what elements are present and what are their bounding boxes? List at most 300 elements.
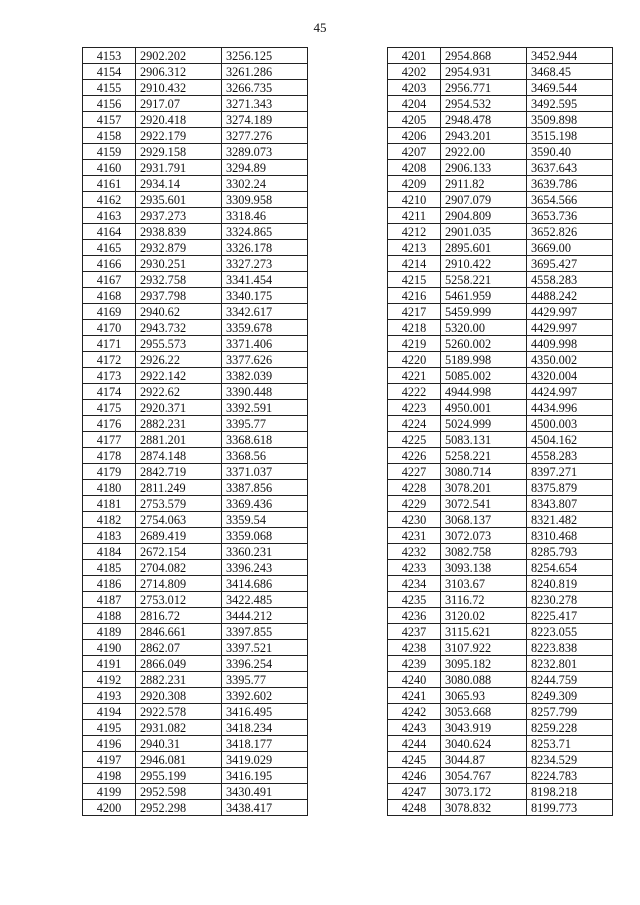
y-coordinate-cell: 3368.618 <box>222 432 308 448</box>
y-coordinate-cell: 8234.529 <box>527 752 613 768</box>
point-number-cell: 4198 <box>83 768 136 784</box>
table-row <box>388 544 613 560</box>
table-row <box>83 240 308 256</box>
x-coordinate-cell: 2911.82 <box>441 176 527 192</box>
point-number-cell: 4197 <box>83 752 136 768</box>
y-coordinate-cell: 3639.786 <box>527 176 613 192</box>
point-number-cell: 4224 <box>388 416 441 432</box>
point-number-cell: 4235 <box>388 592 441 608</box>
point-number-cell: 4210 <box>388 192 441 208</box>
x-coordinate-cell: 2920.308 <box>136 688 222 704</box>
point-number-cell: 4205 <box>388 112 441 128</box>
table-row <box>388 192 613 208</box>
y-coordinate-cell: 3414.686 <box>222 576 308 592</box>
x-coordinate-cell: 2954.931 <box>441 64 527 80</box>
x-coordinate-cell: 2943.732 <box>136 320 222 336</box>
point-number-cell: 4155 <box>83 80 136 96</box>
y-coordinate-cell: 3392.591 <box>222 400 308 416</box>
y-coordinate-cell: 3590.40 <box>527 144 613 160</box>
x-coordinate-cell: 2704.082 <box>136 560 222 576</box>
point-number-cell: 4239 <box>388 656 441 672</box>
y-coordinate-cell: 4320.004 <box>527 368 613 384</box>
x-coordinate-cell: 5260.002 <box>441 336 527 352</box>
x-coordinate-cell: 5024.999 <box>441 416 527 432</box>
y-coordinate-cell: 3324.865 <box>222 224 308 240</box>
x-coordinate-cell: 3040.624 <box>441 736 527 752</box>
x-coordinate-cell: 2937.273 <box>136 208 222 224</box>
y-coordinate-cell: 8253.71 <box>527 736 613 752</box>
point-number-cell: 4199 <box>83 784 136 800</box>
table-row <box>388 384 613 400</box>
table-row <box>388 320 613 336</box>
y-coordinate-cell: 3416.195 <box>222 768 308 784</box>
point-number-cell: 4191 <box>83 656 136 672</box>
x-coordinate-cell: 5320.00 <box>441 320 527 336</box>
y-coordinate-cell: 8259.228 <box>527 720 613 736</box>
y-coordinate-cell: 3469.544 <box>527 80 613 96</box>
coordinates-table-right <box>387 47 613 816</box>
table-row <box>83 528 308 544</box>
y-coordinate-cell: 3369.436 <box>222 496 308 512</box>
point-number-cell: 4159 <box>83 144 136 160</box>
x-coordinate-cell: 3107.922 <box>441 640 527 656</box>
y-coordinate-cell: 3294.89 <box>222 160 308 176</box>
point-number-cell: 4232 <box>388 544 441 560</box>
point-number-cell: 4236 <box>388 608 441 624</box>
y-coordinate-cell: 3359.678 <box>222 320 308 336</box>
point-number-cell: 4244 <box>388 736 441 752</box>
point-number-cell: 4217 <box>388 304 441 320</box>
table-row <box>83 160 308 176</box>
y-coordinate-cell: 3397.855 <box>222 624 308 640</box>
y-coordinate-cell: 8397.271 <box>527 464 613 480</box>
table-row <box>83 64 308 80</box>
y-coordinate-cell: 3397.521 <box>222 640 308 656</box>
y-coordinate-cell: 3396.243 <box>222 560 308 576</box>
x-coordinate-cell: 2952.598 <box>136 784 222 800</box>
table-row <box>83 672 308 688</box>
point-number-cell: 4203 <box>388 80 441 96</box>
page-number: 45 <box>313 20 327 35</box>
y-coordinate-cell: 3371.037 <box>222 464 308 480</box>
y-coordinate-cell: 8249.309 <box>527 688 613 704</box>
x-coordinate-cell: 2922.142 <box>136 368 222 384</box>
table-row <box>388 800 613 816</box>
x-coordinate-cell: 3080.088 <box>441 672 527 688</box>
y-coordinate-cell: 3340.175 <box>222 288 308 304</box>
x-coordinate-cell: 2811.249 <box>136 480 222 496</box>
y-coordinate-cell: 3387.856 <box>222 480 308 496</box>
point-number-cell: 4238 <box>388 640 441 656</box>
x-coordinate-cell: 2926.22 <box>136 352 222 368</box>
x-coordinate-cell: 2895.601 <box>441 240 527 256</box>
point-number-cell: 4156 <box>83 96 136 112</box>
point-number-cell: 4231 <box>388 528 441 544</box>
x-coordinate-cell: 3043.919 <box>441 720 527 736</box>
y-coordinate-cell: 4500.003 <box>527 416 613 432</box>
point-number-cell: 4242 <box>388 704 441 720</box>
x-coordinate-cell: 4950.001 <box>441 400 527 416</box>
y-coordinate-cell: 8199.773 <box>527 800 613 816</box>
y-coordinate-cell: 3416.495 <box>222 704 308 720</box>
y-coordinate-cell: 3289.073 <box>222 144 308 160</box>
table-row <box>388 96 613 112</box>
table-row <box>388 592 613 608</box>
point-number-cell: 4212 <box>388 224 441 240</box>
y-coordinate-cell: 3266.735 <box>222 80 308 96</box>
point-number-cell: 4209 <box>388 176 441 192</box>
point-number-cell: 4194 <box>83 704 136 720</box>
point-number-cell: 4173 <box>83 368 136 384</box>
point-number-cell: 4154 <box>83 64 136 80</box>
table-row <box>388 640 613 656</box>
point-number-cell: 4233 <box>388 560 441 576</box>
table-row <box>388 176 613 192</box>
table-row <box>83 288 308 304</box>
x-coordinate-cell: 2753.579 <box>136 496 222 512</box>
y-coordinate-cell: 3509.898 <box>527 112 613 128</box>
table-row <box>388 464 613 480</box>
x-coordinate-cell: 3065.93 <box>441 688 527 704</box>
x-coordinate-cell: 2922.578 <box>136 704 222 720</box>
point-number-cell: 4227 <box>388 464 441 480</box>
x-coordinate-cell: 2952.298 <box>136 800 222 816</box>
y-coordinate-cell: 3669.00 <box>527 240 613 256</box>
x-coordinate-cell: 2920.418 <box>136 112 222 128</box>
point-number-cell: 4170 <box>83 320 136 336</box>
point-number-cell: 4169 <box>83 304 136 320</box>
x-coordinate-cell: 2920.371 <box>136 400 222 416</box>
point-number-cell: 4157 <box>83 112 136 128</box>
y-coordinate-cell: 4429.997 <box>527 304 613 320</box>
y-coordinate-cell: 3256.125 <box>222 48 308 64</box>
point-number-cell: 4177 <box>83 432 136 448</box>
point-number-cell: 4181 <box>83 496 136 512</box>
table-row <box>83 272 308 288</box>
table-row <box>388 64 613 80</box>
point-number-cell: 4196 <box>83 736 136 752</box>
y-coordinate-cell: 3261.286 <box>222 64 308 80</box>
point-number-cell: 4243 <box>388 720 441 736</box>
y-coordinate-cell: 8198.218 <box>527 784 613 800</box>
point-number-cell: 4153 <box>83 48 136 64</box>
y-coordinate-cell: 4488.242 <box>527 288 613 304</box>
table-row <box>388 768 613 784</box>
y-coordinate-cell: 3422.485 <box>222 592 308 608</box>
y-coordinate-cell: 3654.566 <box>527 192 613 208</box>
x-coordinate-cell: 2922.179 <box>136 128 222 144</box>
y-coordinate-cell: 3371.406 <box>222 336 308 352</box>
table-row <box>388 752 613 768</box>
point-number-cell: 4192 <box>83 672 136 688</box>
x-coordinate-cell: 5083.131 <box>441 432 527 448</box>
x-coordinate-cell: 2930.251 <box>136 256 222 272</box>
table-row <box>388 608 613 624</box>
y-coordinate-cell: 3515.198 <box>527 128 613 144</box>
x-coordinate-cell: 3116.72 <box>441 592 527 608</box>
table-row <box>83 704 308 720</box>
table-row <box>83 800 308 816</box>
table-row <box>388 496 613 512</box>
x-coordinate-cell: 5189.998 <box>441 352 527 368</box>
point-number-cell: 4166 <box>83 256 136 272</box>
x-coordinate-cell: 2816.72 <box>136 608 222 624</box>
table-row <box>83 352 308 368</box>
point-number-cell: 4240 <box>388 672 441 688</box>
table-row <box>388 128 613 144</box>
x-coordinate-cell: 2946.081 <box>136 752 222 768</box>
point-number-cell: 4195 <box>83 720 136 736</box>
y-coordinate-cell: 8321.482 <box>527 512 613 528</box>
y-coordinate-cell: 3468.45 <box>527 64 613 80</box>
x-coordinate-cell: 2754.063 <box>136 512 222 528</box>
y-coordinate-cell: 4350.002 <box>527 352 613 368</box>
point-number-cell: 4216 <box>388 288 441 304</box>
point-number-cell: 4158 <box>83 128 136 144</box>
y-coordinate-cell: 4429.997 <box>527 320 613 336</box>
table-row <box>83 112 308 128</box>
x-coordinate-cell: 2940.62 <box>136 304 222 320</box>
y-coordinate-cell: 8254.654 <box>527 560 613 576</box>
x-coordinate-cell: 3068.137 <box>441 512 527 528</box>
table-row <box>83 48 308 64</box>
coordinates-table-left <box>82 47 308 816</box>
x-coordinate-cell: 3072.073 <box>441 528 527 544</box>
x-coordinate-cell: 2874.148 <box>136 448 222 464</box>
table-row <box>83 496 308 512</box>
point-number-cell: 4179 <box>83 464 136 480</box>
point-number-cell: 4222 <box>388 384 441 400</box>
table-row <box>83 656 308 672</box>
point-number-cell: 4223 <box>388 400 441 416</box>
point-number-cell: 4218 <box>388 320 441 336</box>
x-coordinate-cell: 3103.67 <box>441 576 527 592</box>
table-row <box>83 544 308 560</box>
table-row <box>83 688 308 704</box>
table-row <box>388 256 613 272</box>
x-coordinate-cell: 3072.541 <box>441 496 527 512</box>
y-coordinate-cell: 3652.826 <box>527 224 613 240</box>
x-coordinate-cell: 2902.202 <box>136 48 222 64</box>
y-coordinate-cell: 3309.958 <box>222 192 308 208</box>
table-row <box>83 336 308 352</box>
y-coordinate-cell: 3327.273 <box>222 256 308 272</box>
y-coordinate-cell: 3492.595 <box>527 96 613 112</box>
x-coordinate-cell: 2714.809 <box>136 576 222 592</box>
y-coordinate-cell: 3695.427 <box>527 256 613 272</box>
y-coordinate-cell: 3377.626 <box>222 352 308 368</box>
point-number-cell: 4171 <box>83 336 136 352</box>
y-coordinate-cell: 8244.759 <box>527 672 613 688</box>
x-coordinate-cell: 2954.868 <box>441 48 527 64</box>
x-coordinate-cell: 5258.221 <box>441 448 527 464</box>
table-row <box>388 304 613 320</box>
table-row <box>83 624 308 640</box>
x-coordinate-cell: 2862.07 <box>136 640 222 656</box>
x-coordinate-cell: 2846.661 <box>136 624 222 640</box>
point-number-cell: 4200 <box>83 800 136 816</box>
x-coordinate-cell: 2910.422 <box>441 256 527 272</box>
x-coordinate-cell: 2932.758 <box>136 272 222 288</box>
table-row <box>83 560 308 576</box>
point-number-cell: 4188 <box>83 608 136 624</box>
x-coordinate-cell: 3073.172 <box>441 784 527 800</box>
y-coordinate-cell: 3302.24 <box>222 176 308 192</box>
table-row <box>83 256 308 272</box>
x-coordinate-cell: 2907.079 <box>441 192 527 208</box>
point-number-cell: 4247 <box>388 784 441 800</box>
x-coordinate-cell: 2954.532 <box>441 96 527 112</box>
point-number-cell: 4162 <box>83 192 136 208</box>
table-row <box>388 576 613 592</box>
y-coordinate-cell: 3359.54 <box>222 512 308 528</box>
point-number-cell: 4245 <box>388 752 441 768</box>
y-coordinate-cell: 3360.231 <box>222 544 308 560</box>
table-row <box>83 736 308 752</box>
y-coordinate-cell: 8224.783 <box>527 768 613 784</box>
x-coordinate-cell: 3044.87 <box>441 752 527 768</box>
y-coordinate-cell: 8343.807 <box>527 496 613 512</box>
point-number-cell: 4237 <box>388 624 441 640</box>
table-row <box>388 112 613 128</box>
point-number-cell: 4228 <box>388 480 441 496</box>
y-coordinate-cell: 3396.254 <box>222 656 308 672</box>
y-coordinate-cell: 3359.068 <box>222 528 308 544</box>
point-number-cell: 4211 <box>388 208 441 224</box>
y-coordinate-cell: 8375.879 <box>527 480 613 496</box>
x-coordinate-cell: 2934.14 <box>136 176 222 192</box>
point-number-cell: 4174 <box>83 384 136 400</box>
point-number-cell: 4167 <box>83 272 136 288</box>
table-row <box>388 288 613 304</box>
x-coordinate-cell: 3078.832 <box>441 800 527 816</box>
y-coordinate-cell: 8223.838 <box>527 640 613 656</box>
table-row <box>83 720 308 736</box>
point-number-cell: 4241 <box>388 688 441 704</box>
table-row <box>388 400 613 416</box>
table-row <box>388 784 613 800</box>
table-row <box>83 368 308 384</box>
table-row <box>83 432 308 448</box>
y-coordinate-cell: 3653.736 <box>527 208 613 224</box>
table-row <box>388 528 613 544</box>
x-coordinate-cell: 2955.199 <box>136 768 222 784</box>
y-coordinate-cell: 4504.162 <box>527 432 613 448</box>
y-coordinate-cell: 8232.801 <box>527 656 613 672</box>
table-row <box>388 80 613 96</box>
point-number-cell: 4175 <box>83 400 136 416</box>
y-coordinate-cell: 3418.177 <box>222 736 308 752</box>
x-coordinate-cell: 2922.62 <box>136 384 222 400</box>
y-coordinate-cell: 8225.417 <box>527 608 613 624</box>
point-number-cell: 4204 <box>388 96 441 112</box>
point-number-cell: 4206 <box>388 128 441 144</box>
point-number-cell: 4189 <box>83 624 136 640</box>
y-coordinate-cell: 3395.77 <box>222 416 308 432</box>
table-row <box>388 160 613 176</box>
table-row <box>388 704 613 720</box>
x-coordinate-cell: 2842.719 <box>136 464 222 480</box>
y-coordinate-cell: 3277.276 <box>222 128 308 144</box>
point-number-cell: 4165 <box>83 240 136 256</box>
y-coordinate-cell: 3326.178 <box>222 240 308 256</box>
table-row <box>83 608 308 624</box>
x-coordinate-cell: 2881.201 <box>136 432 222 448</box>
table-row <box>388 448 613 464</box>
table-row <box>83 208 308 224</box>
x-coordinate-cell: 2956.771 <box>441 80 527 96</box>
x-coordinate-cell: 2906.312 <box>136 64 222 80</box>
table-row <box>83 320 308 336</box>
y-coordinate-cell: 4434.996 <box>527 400 613 416</box>
y-coordinate-cell: 3444.212 <box>222 608 308 624</box>
table-row <box>388 240 613 256</box>
point-number-cell: 4176 <box>83 416 136 432</box>
x-coordinate-cell: 3053.668 <box>441 704 527 720</box>
table-row <box>83 144 308 160</box>
y-coordinate-cell: 8230.278 <box>527 592 613 608</box>
point-number-cell: 4219 <box>388 336 441 352</box>
y-coordinate-cell: 3438.417 <box>222 800 308 816</box>
x-coordinate-cell: 3115.621 <box>441 624 527 640</box>
point-number-cell: 4193 <box>83 688 136 704</box>
x-coordinate-cell: 3082.758 <box>441 544 527 560</box>
point-number-cell: 4246 <box>388 768 441 784</box>
x-coordinate-cell: 5461.959 <box>441 288 527 304</box>
x-coordinate-cell: 2882.231 <box>136 672 222 688</box>
x-coordinate-cell: 3120.02 <box>441 608 527 624</box>
table-row <box>83 192 308 208</box>
point-number-cell: 4172 <box>83 352 136 368</box>
point-number-cell: 4160 <box>83 160 136 176</box>
x-coordinate-cell: 4944.998 <box>441 384 527 400</box>
y-coordinate-cell: 4424.997 <box>527 384 613 400</box>
point-number-cell: 4163 <box>83 208 136 224</box>
table-row <box>83 400 308 416</box>
table-row <box>83 640 308 656</box>
table-row <box>83 80 308 96</box>
y-coordinate-cell: 3318.46 <box>222 208 308 224</box>
point-number-cell: 4214 <box>388 256 441 272</box>
point-number-cell: 4201 <box>388 48 441 64</box>
table-row <box>83 176 308 192</box>
table-row <box>388 208 613 224</box>
point-number-cell: 4182 <box>83 512 136 528</box>
point-number-cell: 4208 <box>388 160 441 176</box>
y-coordinate-cell: 3395.77 <box>222 672 308 688</box>
table-row <box>388 512 613 528</box>
y-coordinate-cell: 3368.56 <box>222 448 308 464</box>
y-coordinate-cell: 3637.643 <box>527 160 613 176</box>
x-coordinate-cell: 2689.419 <box>136 528 222 544</box>
x-coordinate-cell: 2906.133 <box>441 160 527 176</box>
x-coordinate-cell: 2943.201 <box>441 128 527 144</box>
point-number-cell: 4190 <box>83 640 136 656</box>
table-row <box>83 224 308 240</box>
x-coordinate-cell: 2955.573 <box>136 336 222 352</box>
point-number-cell: 4226 <box>388 448 441 464</box>
y-coordinate-cell: 3382.039 <box>222 368 308 384</box>
y-coordinate-cell: 3418.234 <box>222 720 308 736</box>
table-row <box>388 224 613 240</box>
table-row <box>83 768 308 784</box>
y-coordinate-cell: 8223.055 <box>527 624 613 640</box>
point-number-cell: 4186 <box>83 576 136 592</box>
y-coordinate-cell: 3342.617 <box>222 304 308 320</box>
table-row <box>83 384 308 400</box>
point-number-cell: 4164 <box>83 224 136 240</box>
x-coordinate-cell: 2904.809 <box>441 208 527 224</box>
